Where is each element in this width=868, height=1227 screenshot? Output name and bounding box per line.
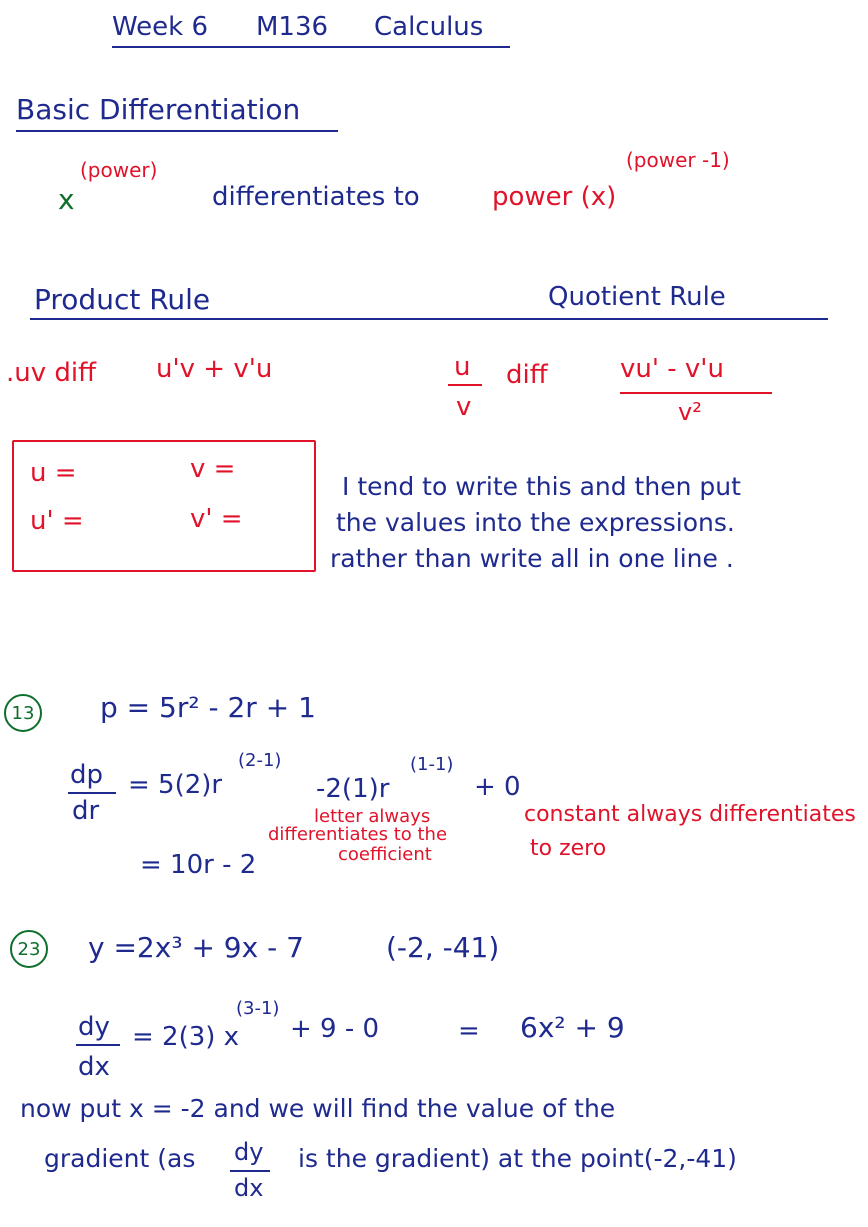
q13-dr: dr <box>72 796 100 826</box>
q13-dp: dp <box>70 760 104 790</box>
basic-title-underline <box>16 130 338 132</box>
q13-letter-note-1: letter always <box>314 806 431 827</box>
header-underline <box>112 46 510 48</box>
quotient-diff: diff <box>506 360 548 390</box>
q23-closing-dx: dx <box>234 1174 264 1202</box>
q23-closing-frac-bar <box>230 1170 270 1172</box>
question-13-number: 13 <box>4 694 42 732</box>
q23-dy: dy <box>78 1012 110 1042</box>
q13-frac-bar <box>68 792 116 794</box>
product-rule-title: Product Rule <box>34 283 211 316</box>
q13-constant-note-2: to zero <box>530 836 607 861</box>
quotient-den: v <box>456 392 472 422</box>
question-23-number: 23 <box>10 930 48 968</box>
q13-step2: = 10r - 2 <box>140 850 257 880</box>
q13-step1-sup: (2-1) <box>238 750 282 771</box>
q23-frac-bar <box>76 1044 120 1046</box>
box-v: v = <box>190 454 236 484</box>
q23-dx: dx <box>78 1052 110 1082</box>
quotient-rule-title: Quotient Rule <box>548 282 726 312</box>
product-lhs: .uv diff <box>6 358 97 388</box>
q23-step1-sup: (3-1) <box>236 998 280 1019</box>
basic-base: x <box>58 183 75 216</box>
box-v-prime: v' = <box>190 504 243 534</box>
quotient-rhs-den: v² <box>678 398 702 426</box>
q23-eq: = <box>458 1016 480 1046</box>
q23-closing-line-1: now put x = -2 and we will find the value of the <box>20 1094 616 1123</box>
q13-step1-b-sup: (1-1) <box>410 754 454 775</box>
q13-step1-b: -2(1)r <box>316 774 390 804</box>
basic-result-sup: (power -1) <box>626 148 730 172</box>
product-rhs: u'v + v'u <box>156 354 273 384</box>
q13-constant-note-1: constant always differentiates <box>524 802 856 827</box>
q13-step1: = 5(2)r <box>128 770 223 800</box>
quotient-num: u <box>454 352 471 382</box>
box-note-line-3: rather than write all in one line . <box>330 544 734 573</box>
q23-point: (-2, -41) <box>386 931 500 964</box>
q13-letter-note-3: coefficient <box>338 844 432 865</box>
quotient-rhs-num: vu' - v'u <box>620 354 724 384</box>
header-week: Week 6 <box>112 12 209 42</box>
header-code: M136 <box>256 12 329 42</box>
q23-result: 6x² + 9 <box>520 1011 625 1044</box>
q13-equation: p = 5r² - 2r + 1 <box>100 691 316 724</box>
q23-step1: = 2(3) x <box>132 1022 240 1052</box>
basic-result: power (x) <box>492 182 617 212</box>
box-note-line-1: I tend to write this and then put <box>342 472 741 501</box>
quotient-rhs-bar <box>620 392 772 394</box>
basic-power-sup: (power) <box>80 158 158 182</box>
q23-equation: y =2x³ + 9x - 7 <box>88 931 304 964</box>
basic-title: Basic Differentiation <box>16 93 301 126</box>
box-note-line-2: the values into the expressions. <box>336 508 735 537</box>
q23-step1-b: + 9 - 0 <box>290 1014 380 1044</box>
box-u-prime: u' = <box>30 506 84 536</box>
basic-differentiates-to: differentiates to <box>212 182 420 212</box>
q13-step1-c: + 0 <box>474 772 521 802</box>
rules-divider <box>30 318 828 320</box>
q13-letter-note-2: differentiates to the <box>268 824 448 845</box>
q23-closing-dy: dy <box>234 1138 264 1166</box>
q23-closing-line-2a: gradient (as <box>44 1144 196 1173</box>
quotient-frac-bar <box>448 384 482 386</box>
header-subject: Calculus <box>374 12 484 42</box>
box-u: u = <box>30 458 77 488</box>
q23-closing-line-2b: is the gradient) at the point(-2,-41) <box>298 1144 737 1173</box>
